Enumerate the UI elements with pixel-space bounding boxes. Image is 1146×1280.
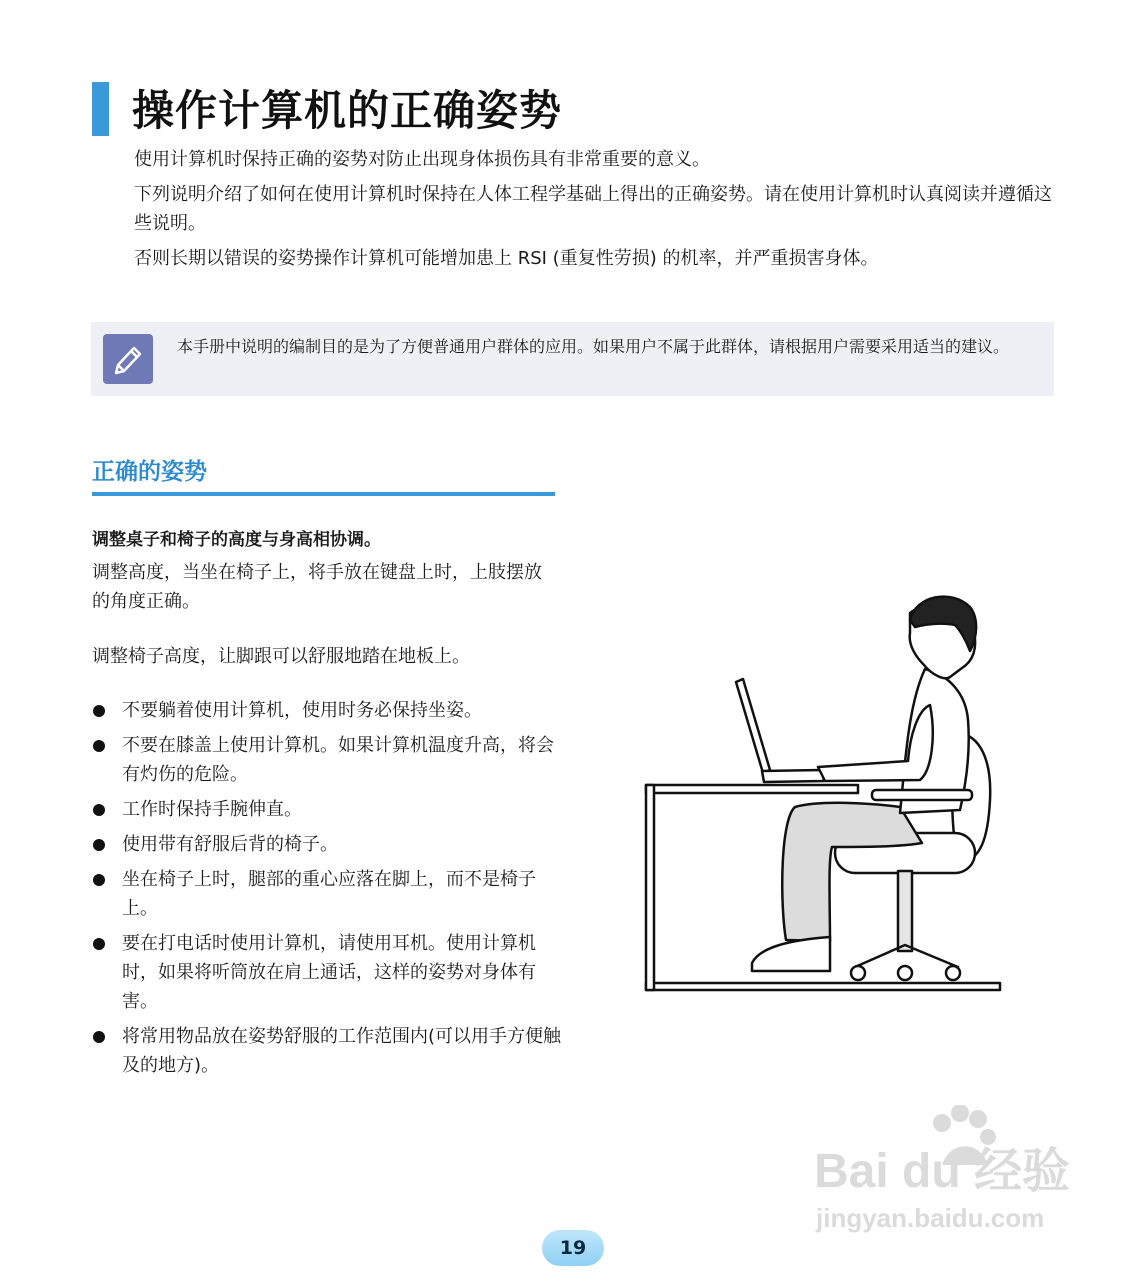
bullet-dot-icon [93,874,105,886]
page-number: 19 [542,1230,604,1266]
list-item-text: 工作时保持手腕伸直。 [122,799,302,820]
bullet-dot-icon [93,938,105,950]
section-heading: 正确的姿势 [92,459,207,485]
list-item [92,731,562,789]
posture-illustration [640,585,1005,999]
list-item-text: 将常用物品放在姿势舒服的工作范围内(可以用手方便触及的地方)。 [122,1026,562,1076]
pencil-note-icon [103,334,153,384]
note-box [91,322,1054,396]
bullet-dot-icon [93,1031,105,1043]
posture-bullet-list [92,696,562,1086]
section-divider [92,492,555,496]
section-paragraph-1: 调整高度，当坐在椅子上，将手放在键盘上时，上肢摆放的角度正确。 [92,562,542,612]
list-item [92,1022,562,1080]
bullet-dot-icon [93,839,105,851]
list-item [92,830,562,859]
list-item [92,929,562,1016]
bullet-dot-icon [93,705,105,717]
list-item-text: 不要躺着使用计算机，使用时务必保持坐姿。 [122,700,482,721]
title-accent-bar [92,82,109,136]
chair-pole [898,871,912,951]
section-subheading: 调整桌子和椅子的高度与身高相协调。 [92,530,381,550]
page-title: 操作计算机的正确姿势 [132,86,563,135]
bullet-dot-icon [93,804,105,816]
section-paragraph-2: 调整椅子高度，让脚跟可以舒服地踏在地板上。 [92,646,470,667]
list-item-text: 坐在椅子上时，腿部的重心应落在脚上，而不是椅子上。 [122,869,536,919]
laptop-base [762,770,824,782]
intro-paragraph-1: 使用计算机时保持正确的姿势对防止出现身体损伤具有非常重要的意义。 [134,149,710,170]
baidu-jingyan-watermark [810,1105,1080,1249]
list-item [92,865,562,923]
watermark-logo: Bai du 经验 [814,1145,1071,1198]
person-shoe [752,937,830,971]
bullet-dot-icon [93,740,105,752]
intro-paragraph-2: 下列说明介绍了如何在使用计算机时保持在人体工程学基础上得出的正确姿势。请在使用计算机时认真阅读并遵循这些说明。 [134,184,1052,234]
list-item-text: 要在打电话时使用计算机，请使用耳机。使用计算机时，如果将听筒放在肩上通话，这样的姿势对身体有害。 [122,933,536,1012]
desk-leg [646,785,654,990]
intro-paragraph-3: 否则长期以错误的姿势操作计算机可能增加患上 RSI (重复性劳损) 的机率，并严重损害身体。 [134,248,879,269]
chair-armrest [872,790,972,800]
list-item-text: 使用带有舒服后背的椅子。 [122,834,338,855]
floor [646,983,1000,990]
list-item-text: 不要在膝盖上使用计算机。如果计算机温度升高，将会有灼伤的危险。 [122,735,554,785]
note-text: 本手册中说明的编制目的是为了方便普通用户群体的应用。如果用户不属于此群体，请根据用户需要采用适当的建议。 [177,337,1010,356]
laptop-screen [736,679,770,773]
intro-section [134,145,1064,279]
list-item [92,696,562,725]
watermark-url: jingyan.baidu.com [816,1203,1045,1233]
desk-top [646,785,858,793]
list-item [92,795,562,824]
